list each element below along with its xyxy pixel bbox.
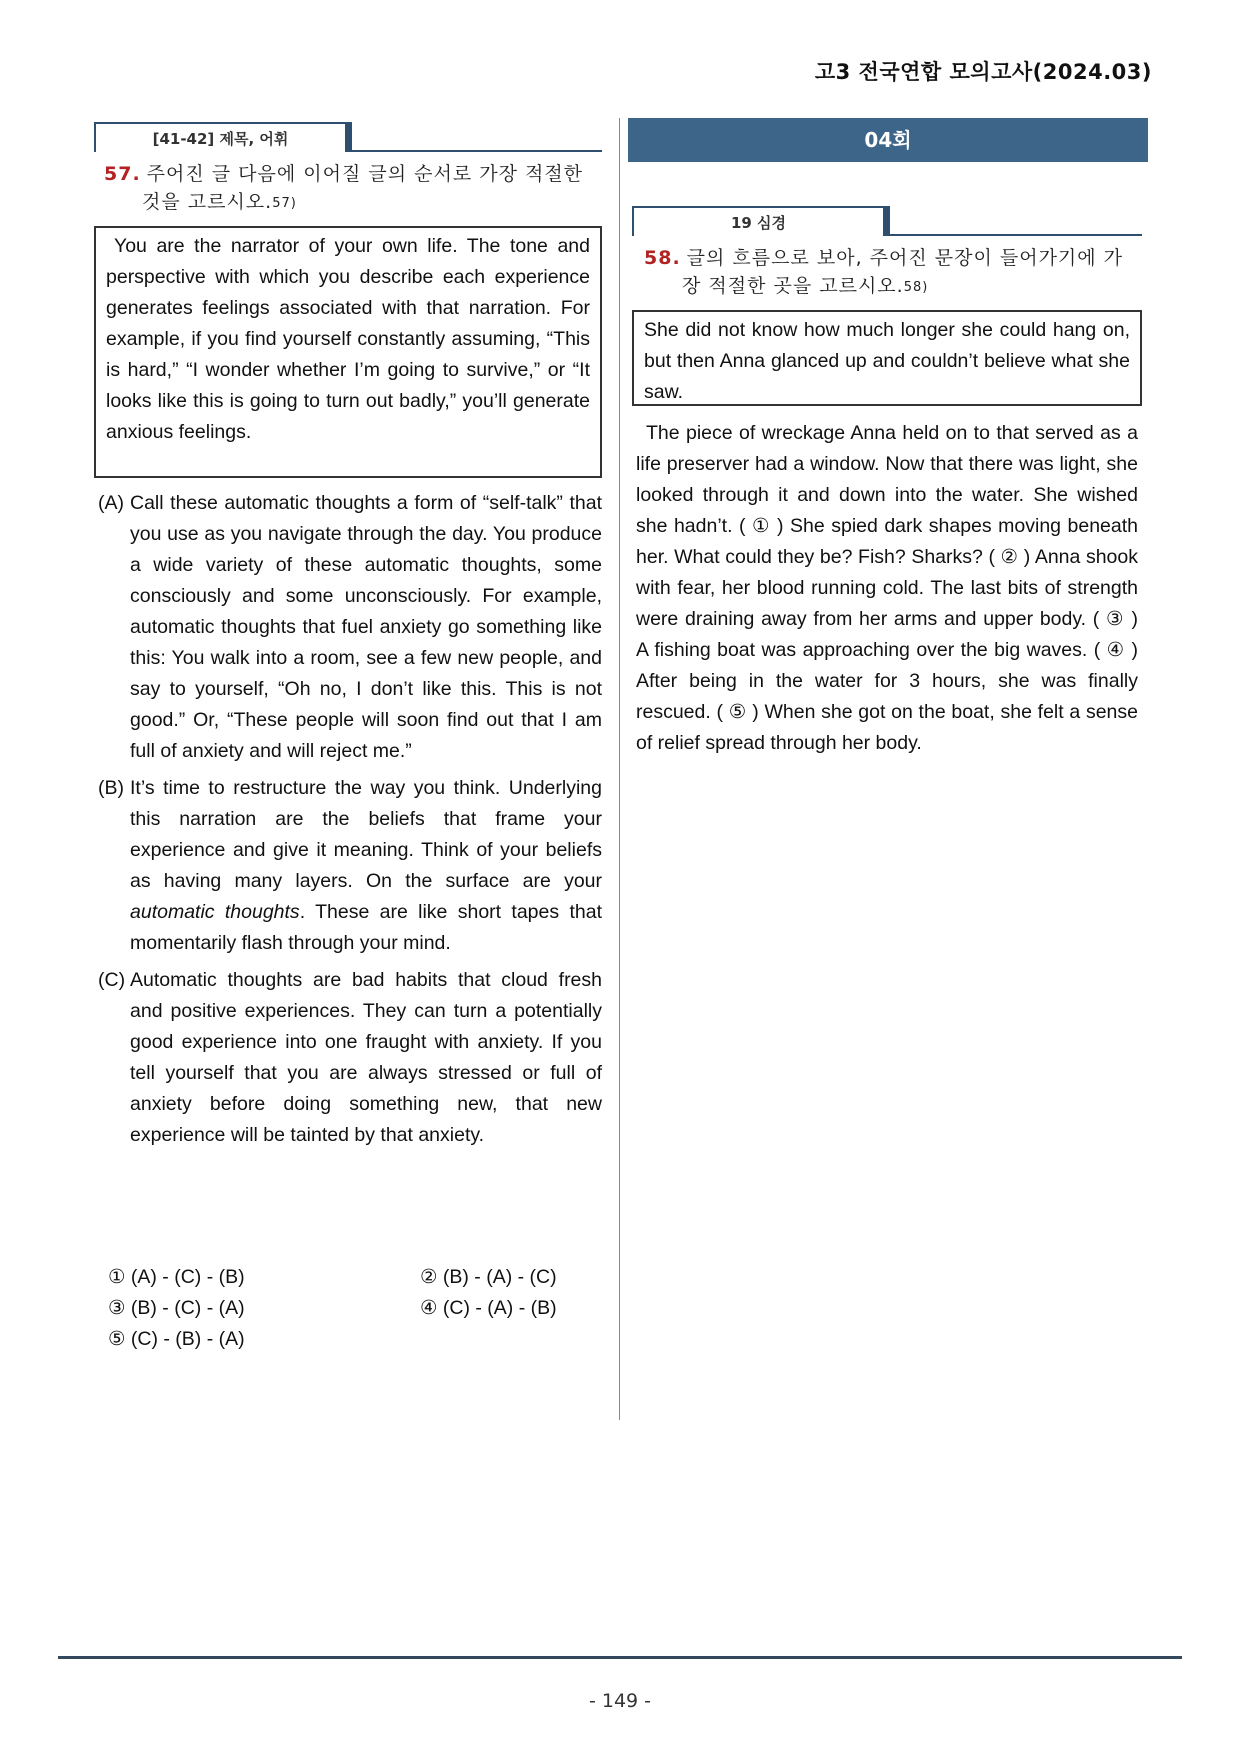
paragraph-text: . These are like short tapes that momentarily flash through your mind. — [130, 901, 602, 954]
question-ref: 58) — [903, 280, 929, 295]
paragraph-text: Call these automatic thoughts a form of “self-talk” that you use as you navigate through the day. You produce a wide variety of these automatic thoughts, some consciously and some unconsciously. For example, automatic thoughts that fuel anxiety go something like this: You walk into a room, see a few new people, and say to yourself, “Oh no, I don’t like this. This is not good.” Or, “These people will soon find out that I am full of anxiety and will reject me.” — [130, 492, 602, 762]
emphasized-text: automatic thoughts — [130, 901, 300, 923]
given-sentence-box: She did not know how much longer she could hang on, but then Anna glanced up and couldn’t believe what she saw. — [632, 310, 1142, 406]
page-number: - 149 - — [588, 1690, 652, 1712]
exam-round-band: 04회 — [628, 118, 1148, 162]
paragraph-text: It’s time to restructure the way you think. Underlying this narration are the beliefs that frame your experience and give it meaning. Think of your beliefs as having many layers. On the surface are your — [130, 777, 602, 892]
passage-58: The piece of wreckage Anna held on to that served as a life preserver had a window. Now that there was light, she looked through it and down into the water. She wished she hadn’t. ( ① ) She spied dark shapes moving beneath her. What could they be? Fish? Sharks? ( ② ) Anna shook with fear, her blood running cold. The last bits of strength were draining away from her arms and upper body. ( ③ ) A fishing boat was approaching over the big waves. ( ④ ) After being in the water for 3 hours, she was finally rescued. ( ⑤ ) When she got on the boat, she felt a sense of relief spread through her body. — [636, 422, 1138, 754]
page-header-title: 고3 전국연합 모의고사(2024.03) — [814, 60, 1152, 84]
passage-paragraphs — [98, 488, 602, 1157]
section-tab-left: [41-42] 제목, 어휘 — [94, 122, 352, 152]
question-text: 글의 흐름으로 보아, 주어진 문장이 들어가기에 가장 적절한 곳을 고르시오. — [682, 247, 1124, 297]
question-ref: 57) — [272, 196, 297, 211]
question-number: 57. — [104, 163, 141, 185]
paragraph-c — [98, 965, 602, 1151]
paragraph-label: (C) — [98, 969, 126, 991]
section-underline-right — [888, 234, 1142, 236]
answer-choice-5[interactable]: ⑤ (C) - (B) - (A) — [108, 1328, 245, 1350]
paragraph-a — [98, 488, 602, 767]
question-58-title — [644, 244, 1142, 302]
paragraph-label: (A) — [98, 492, 124, 514]
section-tab-right: 19 심경 — [632, 206, 890, 236]
footer-rule — [58, 1656, 1182, 1659]
answer-choice-2[interactable]: ② (B) - (A) - (C) — [420, 1266, 557, 1288]
answer-choice-3[interactable]: ③ (B) - (C) - (A) — [108, 1297, 245, 1319]
question-text: 주어진 글 다음에 이어질 글의 순서로 가장 적절한 것을 고르시오. — [142, 163, 584, 213]
answer-choice-1[interactable]: ① (A) - (C) - (B) — [108, 1266, 245, 1288]
column-divider — [619, 118, 620, 1420]
given-passage-box: You are the narrator of your own life. The tone and perspective with which you describe each experience generates feelings associated with that narration. For example, if you find yourself constantly assuming, “This is hard,” “I wonder whether I’m going to survive,” or “It looks like this is going to turn out badly,” you’ll generate anxious feelings. — [94, 226, 602, 478]
paragraph-label: (B) — [98, 777, 124, 799]
paragraph-b — [98, 773, 602, 959]
question-number: 58. — [644, 247, 681, 269]
paragraph-text: Automatic thoughts are bad habits that cloud fresh and positive experiences. They can turn a potentially good experience into one fraught with anxiety. If you tell yourself that you are always stressed or full of anxiety before doing something new, that new experience will be tainted by that anxiety. — [130, 969, 602, 1146]
section-underline-left — [350, 150, 602, 152]
answer-choice-4[interactable]: ④ (C) - (A) - (B) — [420, 1297, 557, 1319]
question-57-title — [104, 160, 598, 218]
